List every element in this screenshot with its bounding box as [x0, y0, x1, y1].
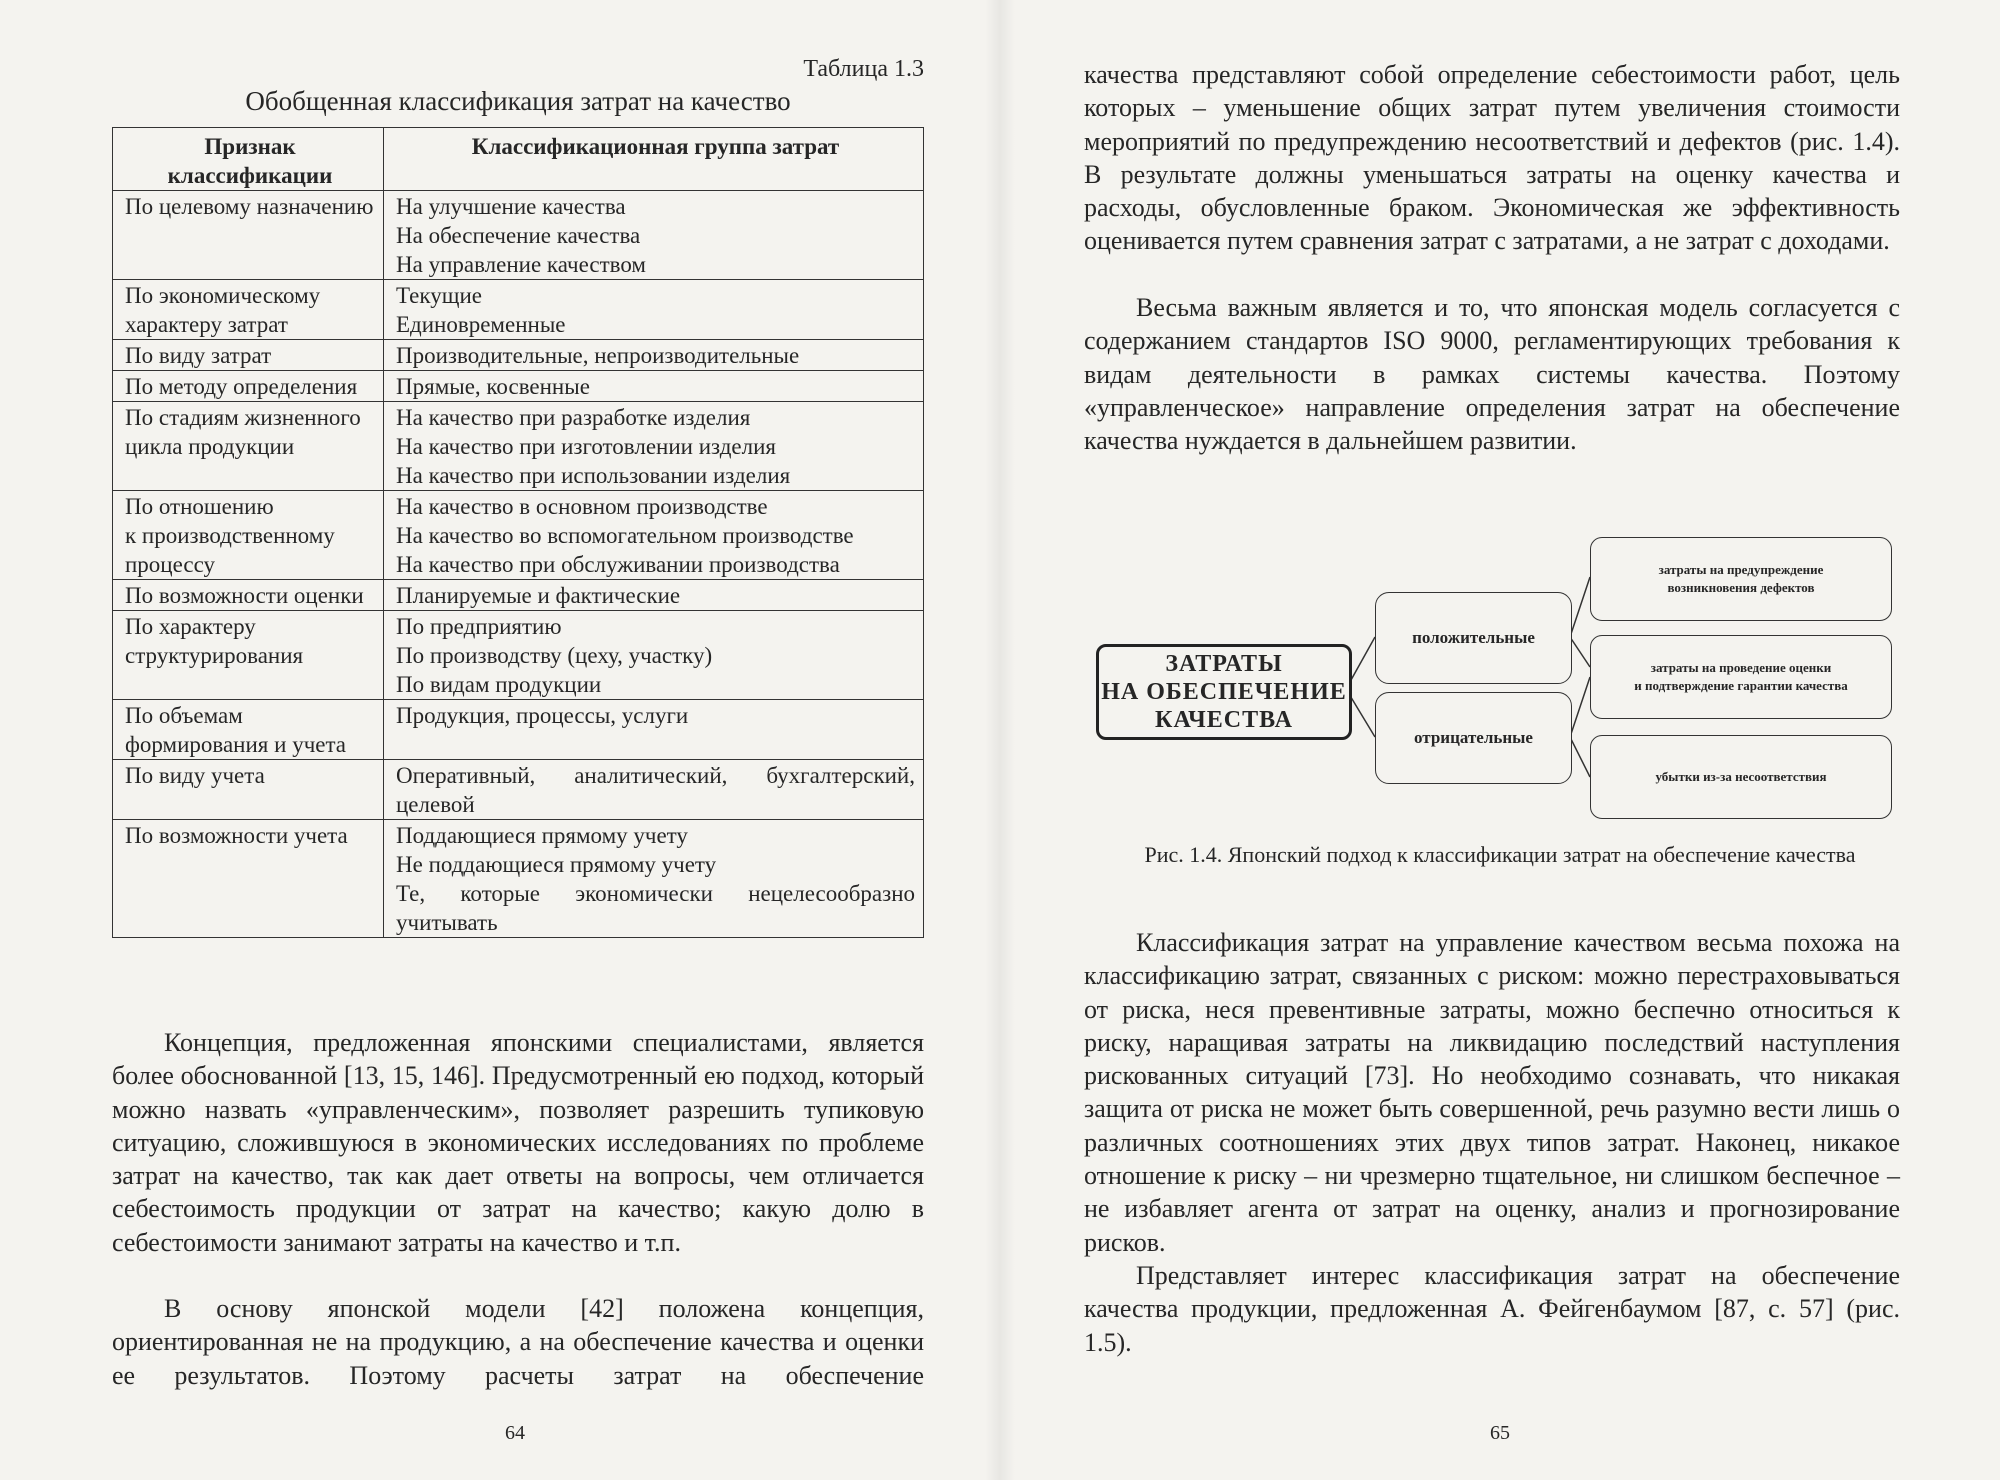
table-number: Таблица 1.3	[803, 56, 924, 82]
diagram-failure-box: убытки из-за несоответствия	[1590, 735, 1892, 819]
row-groups: Прямые, косвенные	[384, 371, 924, 402]
diagram-positive-box: положительные	[1375, 592, 1572, 684]
header-group: Классификационная группа затрат	[384, 128, 924, 191]
table-title: Обобщенная классификация затрат на качество	[245, 86, 791, 116]
row-groups: По предприятию По производству (цеху, участку) По видам продукции	[384, 611, 924, 700]
table-row	[113, 402, 924, 491]
row-groups: Поддающиеся прямому учету Не поддающиеся прямому учету Те, которые экономически нецелесообразно учитывать	[384, 820, 924, 938]
table-row	[113, 580, 924, 611]
diagram-prevention-box: затраты на предупреждение возникновения дефектов	[1590, 537, 1892, 621]
diagram-negative-box: отрицательные	[1375, 692, 1572, 784]
row-feature: По виду затрат	[113, 340, 384, 371]
row-feature: По возможности оценки	[113, 580, 384, 611]
row-groups: Оперативный, аналитический, бухгалтерский, целевой	[384, 760, 924, 820]
row-feature: По виду учета	[113, 760, 384, 820]
row-feature: По экономическому характеру затрат	[113, 280, 384, 340]
row-groups: Текущие Единовременные	[384, 280, 924, 340]
row-groups: Производительные, непроизводительные	[384, 340, 924, 371]
table-row	[113, 191, 924, 280]
paragraph: Представляет интерес классификация затрат на обеспечение качества продукции, предложенная А. Фейгенбаумом [87, с. 57] (рис. 1.5).	[1084, 1261, 1900, 1357]
paragraph: Концепция, предложенная японскими специалистами, является более обоснованной [13, 15, 146]. Предусмотренный ею подход, который можно назвать «управленческим», позволяет разрешить тупиковую ситуацию, сложившуюся в экономических исследованиях по проблеме затрат на качество, так как дает ответы на вопросы, чем отличается себестоимость продукции от затрат на качество; какую долю в себестоимости занимают затраты на качество и т.п.	[112, 1028, 924, 1257]
row-groups: Планируемые и фактические	[384, 580, 924, 611]
table-row	[113, 760, 924, 820]
table-row	[113, 491, 924, 580]
paragraph: Весьма важным является и то, что японская модель согласуется с содержанием стандартов ISO 9000, регламентирующих требования к видам деятельности в рамках системы качества. Поэтому «управленческое» направление определения затрат на обеспечение качества нуждается в дальнейшем развитии.	[1084, 293, 1900, 456]
table-row	[113, 371, 924, 402]
table-row	[113, 700, 924, 760]
figure-caption: Рис. 1.4. Японский подход к классификации затрат на обеспечение качества	[1144, 842, 1856, 867]
row-feature: По стадиям жизненного цикла продукции	[113, 402, 384, 491]
paragraph: В основу японской модели [42] положена концепция, ориентированная не на продукцию, а на обеспечение качества и оценки ее результатов. Поэтому расчеты затрат на обеспечение	[112, 1294, 924, 1390]
row-feature: По возможности учета	[113, 820, 384, 938]
diagram-appraisal-box: затраты на проведение оценки и подтверждение гарантии качества	[1590, 635, 1892, 719]
paragraph: Классификация затрат на управление качеством весьма похожа на классификацию затрат, связанных с риском: можно перестраховываться от риска, неся превентивные затраты, можно беспечно относиться к риску, наращивая затраты на ликвидацию последствий наступления рискованных ситуаций [73]. Но необходимо сознавать, что никакая защита от риска не может быть совершенной, речь разумно вести лишь о различных соотношениях этих двух типов затрат. Наконец, никакое отношение к риску – ни чрезмерно тщательное, ни слишком беспечное – не избавляет агента от затрат на оценку, анализ и прогнозирование рисков.	[1084, 928, 1900, 1257]
table-row	[113, 820, 924, 938]
right-page	[1000, 0, 2000, 1480]
diagram-main-box: ЗАТРАТЫ НА ОБЕСПЕЧЕНИЕ КАЧЕСТВА	[1096, 644, 1352, 740]
classification-table	[112, 127, 924, 938]
row-feature: По характеру структурирования	[113, 611, 384, 700]
page-number: 64	[505, 1422, 525, 1444]
row-groups: На качество при разработке изделия На качество при изготовлении изделия На качество при использовании изделия	[384, 402, 924, 491]
header-feature: Признак классификации	[113, 128, 384, 191]
row-feature: По целевому назначению	[113, 191, 384, 280]
table-row	[113, 280, 924, 340]
row-groups: На улучшение качества На обеспечение качества На управление качеством	[384, 191, 924, 280]
row-groups: На качество в основном производстве На качество во вспомогательном производстве На качество при обслуживании производства	[384, 491, 924, 580]
row-feature: По объемам формирования и учета	[113, 700, 384, 760]
paragraph: качества представляют собой определение себестоимости работ, цель которых – уменьшение общих затрат путем увеличения стоимости мероприятий по предупреждению несоответствий и дефектов (рис. 1.4). В результате должны уменьшаться затраты на оценку качества и расходы, обусловленные браком. Экономическая же эффективность оценивается путем сравнения затрат с затратами, а не затрат с доходами.	[1084, 60, 1900, 256]
table-row	[113, 340, 924, 371]
row-groups: Продукция, процессы, услуги	[384, 700, 924, 760]
page-number: 65	[1490, 1422, 1510, 1444]
row-feature: По методу определения	[113, 371, 384, 402]
row-feature: По отношению к производственному процессу	[113, 491, 384, 580]
table-body	[113, 191, 924, 938]
table-row	[113, 611, 924, 700]
table-header-row	[113, 128, 924, 191]
